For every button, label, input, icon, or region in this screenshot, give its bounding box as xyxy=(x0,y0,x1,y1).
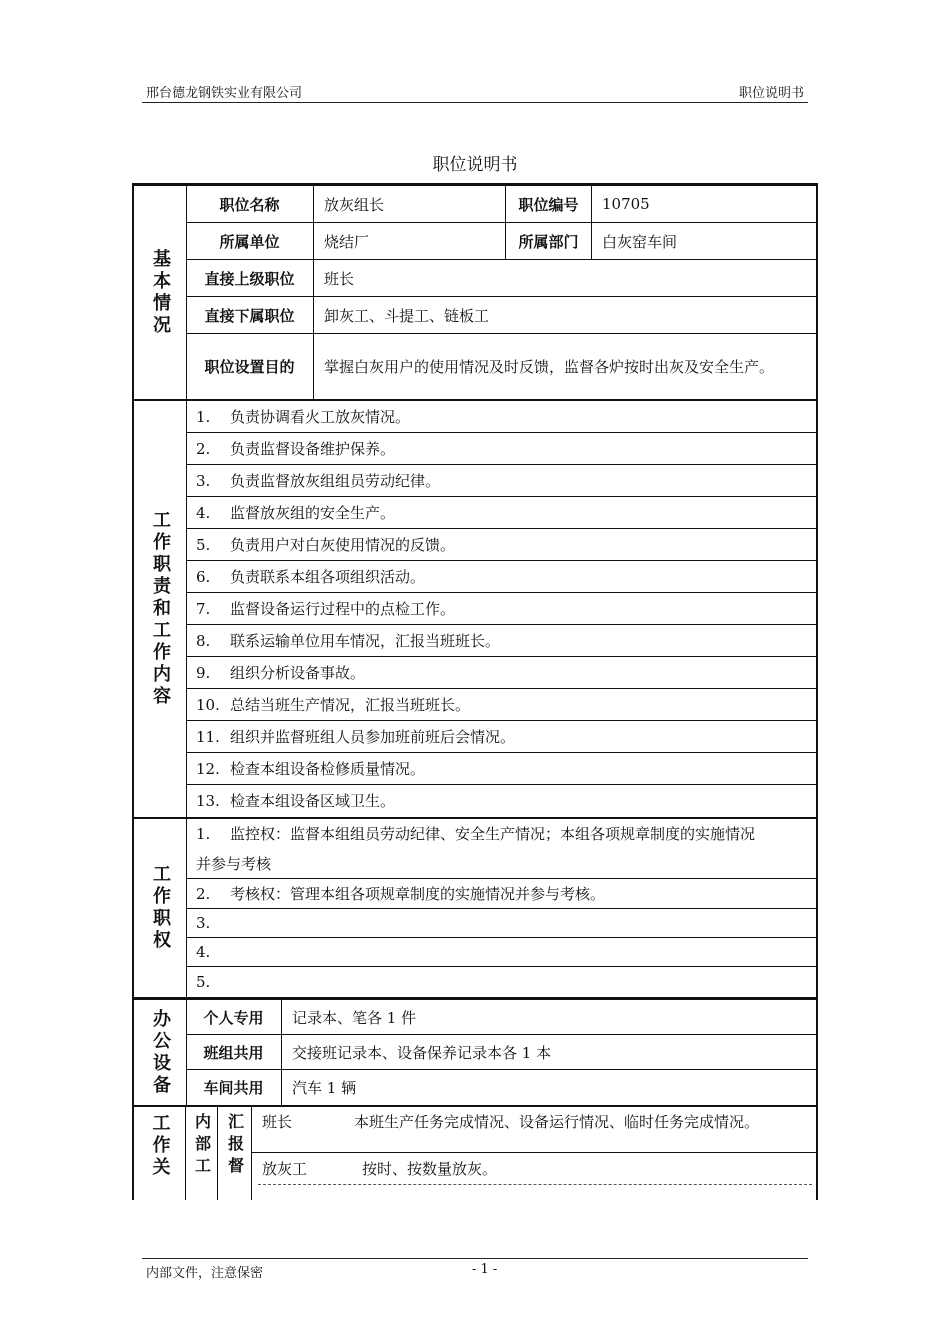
authority-row-3 xyxy=(186,909,816,938)
duty-row xyxy=(186,401,816,433)
duty-text: 监督放灰组的安全生产。 xyxy=(230,503,396,522)
relation-content: 本班生产任务完成情况、设备运行情况、临时任务完成情况。 xyxy=(354,1113,760,1131)
duty-row xyxy=(186,529,816,561)
duty-row xyxy=(186,721,816,753)
duty-number: 12. xyxy=(196,759,220,778)
relation-row-2 xyxy=(252,1153,816,1183)
authority-row-1 xyxy=(186,819,816,879)
duty-text: 检查本组设备检修质量情况。 xyxy=(230,759,426,778)
workshop-value: 汽车 1 辆 xyxy=(292,1079,357,1097)
duty-row xyxy=(186,689,816,721)
footer-rule xyxy=(142,1258,808,1259)
duty-text: 总结当班生产情况，汇报当班班长。 xyxy=(230,695,471,714)
authority-text-continued: 并参与考核 xyxy=(196,855,272,873)
workshop-label: 车间共用 xyxy=(186,1070,282,1105)
authority-number: 2. xyxy=(196,884,211,903)
header-doc-type: 职位说明书 xyxy=(738,86,804,101)
job-description-table xyxy=(132,183,818,1200)
job-name-label: 职位名称 xyxy=(186,186,314,222)
job-code-value: 10705 xyxy=(602,195,650,213)
subordinate-label: 直接下属职位 xyxy=(186,297,314,333)
relation-content: 按时、按数量放灰。 xyxy=(362,1159,498,1178)
unit-label: 所属单位 xyxy=(186,223,314,259)
team-value: 交接班记录本、设备保养记录本各 1 本 xyxy=(292,1043,552,1062)
job-code-label: 职位编号 xyxy=(506,186,592,222)
equipment-row-personal xyxy=(186,1000,816,1035)
duty-row xyxy=(186,497,816,529)
authority-text: 监控权：监督本组组员劳动纪律、安全生产情况；本组各项规章制度的实施情况 xyxy=(230,825,756,843)
dept-value: 白灰窑车间 xyxy=(602,232,678,251)
equipment-row-workshop xyxy=(186,1070,816,1105)
duty-text: 负责监督设备维护保养。 xyxy=(230,439,396,458)
duty-number: 13. xyxy=(196,792,220,810)
duty-text: 检查本组设备区域卫生。 xyxy=(230,792,396,810)
duty-row xyxy=(186,561,816,593)
purpose-label: 职位设置目的 xyxy=(186,334,314,399)
purpose-value: 掌握白灰用户的使用情况及时反馈，监督各炉按时出灰及安全生产。 xyxy=(324,357,775,376)
team-label: 班组共用 xyxy=(186,1035,282,1069)
authority-number: 3. xyxy=(196,914,211,932)
equipment-label: 办公设备 xyxy=(134,1000,187,1105)
page-header xyxy=(142,80,808,103)
footer-note: 内部文件，注意保密 xyxy=(146,1266,264,1281)
equipment-row-team xyxy=(186,1035,816,1070)
job-name-value: 放灰组长 xyxy=(314,186,506,222)
authority-label: 工作职权 xyxy=(134,819,187,997)
row-unit xyxy=(186,223,816,260)
subordinate-value: 卸灰工、斗提工、链板工 xyxy=(324,306,490,325)
duty-text: 监督设备运行过程中的点检工作。 xyxy=(230,599,456,618)
superior-value: 班长 xyxy=(324,269,355,288)
relation-role: 班长 xyxy=(262,1113,293,1131)
row-job-name xyxy=(186,186,816,223)
report-label: 汇报督 xyxy=(218,1107,252,1200)
duty-text: 组织并监督班组人员参加班前班后会情况。 xyxy=(230,727,516,746)
row-superior xyxy=(186,260,816,297)
row-subordinate xyxy=(186,297,816,334)
duties-label: 工作职责和工作内容 xyxy=(134,401,187,817)
duty-number: 1. xyxy=(196,407,211,426)
duty-number: 10. xyxy=(196,695,220,714)
duties-section xyxy=(134,401,816,817)
dashed-separator xyxy=(258,1184,812,1185)
duty-number: 5. xyxy=(196,535,211,554)
row-purpose xyxy=(186,334,816,399)
company-name: 邢台德龙钢铁实业有限公司 xyxy=(146,86,303,101)
authority-row-2 xyxy=(186,879,816,909)
duty-text: 负责用户对白灰使用情况的反馈。 xyxy=(230,535,456,554)
document-title: 职位说明书 xyxy=(432,155,518,175)
duty-row xyxy=(186,785,816,817)
authority-number: 5. xyxy=(196,973,211,991)
duty-text: 联系运输单位用车情况，汇报当班班长。 xyxy=(230,631,501,650)
duty-number: 2. xyxy=(196,439,211,458)
relations-section xyxy=(134,1107,816,1200)
duty-number: 4. xyxy=(196,503,211,522)
duty-text: 负责监督放灰组组员劳动纪律。 xyxy=(230,471,441,490)
relation-role: 放灰工 xyxy=(262,1159,308,1178)
authority-row-5 xyxy=(186,967,816,997)
duty-number: 3. xyxy=(196,471,211,490)
duty-row xyxy=(186,433,816,465)
duty-number: 9. xyxy=(196,663,211,682)
equipment-section xyxy=(134,1000,816,1105)
personal-label: 个人专用 xyxy=(186,1000,282,1034)
duty-text: 负责联系本组各项组织活动。 xyxy=(230,567,426,586)
unit-value: 烧结厂 xyxy=(314,223,506,259)
duty-number: 6. xyxy=(196,567,211,586)
authority-section xyxy=(134,819,816,997)
superior-label: 直接上级职位 xyxy=(186,260,314,296)
relations-label: 工作关 xyxy=(134,1107,186,1200)
duty-row xyxy=(186,625,816,657)
duty-row xyxy=(186,593,816,625)
duty-number: 11. xyxy=(196,727,220,746)
authority-text: 考核权：管理本组各项规章制度的实施情况并参与考核。 xyxy=(230,884,606,903)
authority-row-4 xyxy=(186,938,816,967)
duty-number: 8. xyxy=(196,631,211,650)
internal-label: 内部工 xyxy=(186,1107,218,1200)
relation-row-1 xyxy=(252,1107,816,1153)
personal-value: 记录本、笔各 1 件 xyxy=(292,1008,417,1027)
dept-label: 所属部门 xyxy=(506,223,592,259)
page-number: - 1 - xyxy=(472,1262,498,1277)
authority-number: 1. xyxy=(196,825,211,843)
duty-text: 组织分析设备事故。 xyxy=(230,663,366,682)
duty-row xyxy=(186,465,816,497)
duty-number: 7. xyxy=(196,599,211,618)
basic-info-label: 基本情况 xyxy=(134,186,187,399)
basic-info-section xyxy=(134,186,816,399)
duty-row xyxy=(186,753,816,785)
duty-text: 负责协调看火工放灰情况。 xyxy=(230,407,411,426)
duty-row xyxy=(186,657,816,689)
authority-number: 4. xyxy=(196,943,211,961)
